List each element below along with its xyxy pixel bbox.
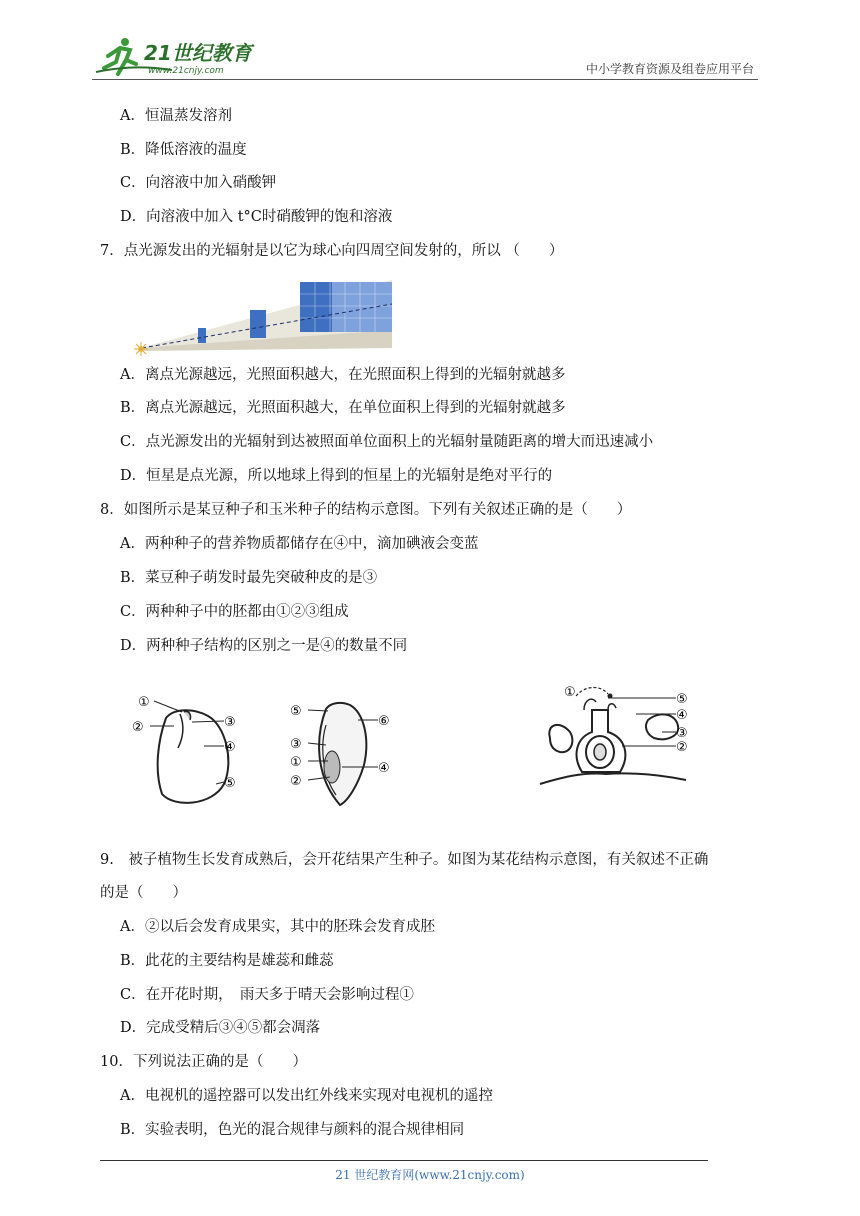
bean-label-4: ④ <box>224 740 236 755</box>
q7-option-d: D．恒星是点光源，所以地球上得到的恒星上的光辐射是绝对平行的 <box>120 468 553 484</box>
q10-stem: 10．下列说法正确的是（ ） <box>100 1054 307 1070</box>
q6-option-b: B．降低溶液的温度 <box>120 142 247 158</box>
q6-option-d: D．向溶液中加入 t°C时硝酸钾的饱和溶液 <box>120 209 393 225</box>
q7-option-b: B．离点光源越远，光照面积越大，在单位面积上得到的光辐射就越多 <box>120 400 566 416</box>
flower-label-1: ① <box>564 685 576 700</box>
q8-option-d: D．两种种子结构的区别之一是④的数量不同 <box>120 638 408 654</box>
site-logo <box>92 34 262 78</box>
corn-seed-figure <box>286 695 406 815</box>
corn-label-6: ⑥ <box>378 714 390 729</box>
bean-label-5: ⑤ <box>224 776 236 791</box>
illuminated-square-1 <box>198 328 206 343</box>
point-light-source-icon <box>134 342 148 356</box>
corn-label-5: ⑤ <box>290 704 302 719</box>
illuminated-square-3 <box>300 282 392 332</box>
light-spread-figure <box>130 272 400 358</box>
q10-option-b: B．实验表明，色光的混合规律与颜料的混合规律相同 <box>120 1122 465 1138</box>
q9-option-c: C．在开花时期， 雨天多于晴天会影响过程① <box>120 987 414 1003</box>
q8-option-c: C．两种种子中的胚都由①②③组成 <box>120 604 349 620</box>
q9-stem-line1: 9. 被子植物生长发育成熟后，会开花结果产生种子。如图为某花结构示意图，有关叙述不正确 <box>100 852 709 868</box>
logo-text: 21世纪教育 <box>144 41 252 65</box>
q8-option-a: A．两种种子的营养物质都储存在④中，滴加碘液会变蓝 <box>120 536 479 552</box>
q7-stem: 7．点光源发出的光辐射是以它为球心向四周空间发射的，所以 （ ） <box>100 243 564 259</box>
corn-label-4: ④ <box>378 761 390 776</box>
flower-label-2: ② <box>676 740 688 755</box>
q10-option-a: A．电视机的遥控器可以发出红外线来实现对电视机的遥控 <box>120 1088 493 1104</box>
corn-label-1: ① <box>290 755 302 770</box>
corn-label-3: ③ <box>290 737 302 752</box>
q9-stem-line2: 的是（ ） <box>100 885 187 901</box>
header-platform-text: 中小学教育资源及组卷应用平台 <box>585 62 754 76</box>
illuminated-square-2 <box>250 310 266 338</box>
q9-option-d: D．完成受精后③④⑤都会凋落 <box>120 1020 321 1036</box>
q8-option-b: B．菜豆种子萌发时最先突破种皮的是③ <box>120 570 378 586</box>
q9-option-a: A．②以后会发育成果实，其中的胚珠会发育成胚 <box>120 919 435 935</box>
bean-label-3: ③ <box>224 715 236 730</box>
corn-label-2: ② <box>290 774 302 789</box>
flower-structure-figure <box>536 680 706 792</box>
footer-site-link[interactable]: 21 世纪教育网(www.21cnjy.com) <box>335 1168 525 1182</box>
q8-stem: 8．如图所示是某豆种子和玉米种子的结构示意图。下列有关叙述正确的是（ ） <box>100 502 632 518</box>
q9-option-b: B．此花的主要结构是雄蕊和雌蕊 <box>120 953 334 969</box>
q7-option-c: C．点光源发出的光辐射到达被照面单位面积上的光辐射量随距离的增大而迅速减小 <box>120 434 654 450</box>
q6-option-a: A．恒温蒸发溶剂 <box>120 108 232 124</box>
logo-url: www.21cnjy.com <box>148 66 224 76</box>
footer-divider <box>100 1160 708 1161</box>
bean-label-1: ① <box>138 695 150 710</box>
q6-option-c: C．向溶液中加入硝酸钾 <box>120 175 277 191</box>
bean-seed-figure <box>128 690 258 810</box>
q7-option-a: A．离点光源越远，光照面积越大，在光照面积上得到的光辐射就越多 <box>120 367 566 383</box>
flower-label-5: ⑤ <box>676 692 688 707</box>
flower-label-3: ③ <box>676 726 688 741</box>
flower-label-4: ④ <box>676 708 688 723</box>
bean-label-2: ② <box>132 720 144 735</box>
header-divider <box>92 79 758 80</box>
